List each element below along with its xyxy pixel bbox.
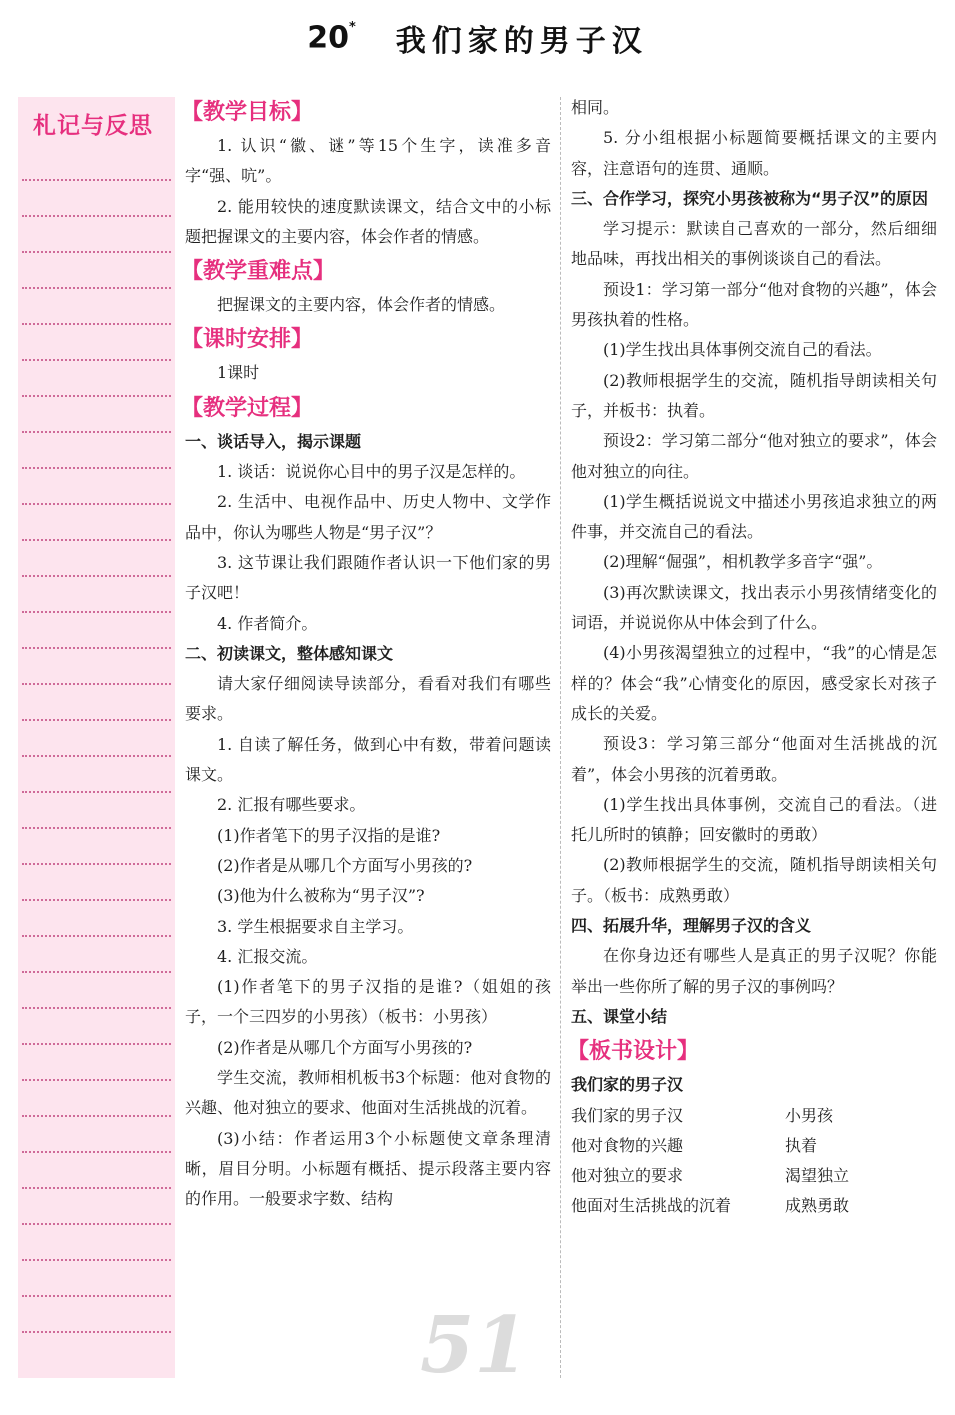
board-row — [571, 1161, 937, 1191]
lesson-title-text: 我们家的男子汉 — [395, 24, 648, 59]
section-heading-goals: 【教学目标】 — [181, 100, 314, 125]
lesson-number: 20 — [307, 20, 349, 56]
step-heading: 二、初读课文，整体感知课文 — [185, 643, 394, 663]
note-line — [22, 827, 171, 829]
paragraph: 预设3：学习第三部分“他面对生活挑战的沉着”，体会小男孩的沉着勇敢。 — [571, 734, 937, 784]
board-right: 小男孩 — [785, 1105, 834, 1125]
section-heading-board: 【板书设计】 — [567, 1039, 700, 1065]
note-line — [22, 863, 171, 865]
paragraph: 相同。 — [571, 98, 620, 117]
note-line — [22, 179, 171, 181]
paragraph: 预设1：学习第一部分“他对食物的兴趣”，体会男孩执着的性格。 — [571, 279, 937, 330]
right-column — [567, 93, 937, 1222]
note-line — [22, 1151, 171, 1153]
note-line — [22, 611, 171, 613]
paragraph: 学生交流，教师相机板书3个标题：他对食物的兴趣、他对独立的要求、他面对生活挑战的沉着。 — [185, 1068, 551, 1118]
paragraph: (2)理解“倔强”，相机教学多音字“强”。 — [603, 552, 883, 572]
note-line — [22, 791, 171, 793]
note-line — [22, 1079, 171, 1081]
step-heading: 三、合作学习，探究小男孩被称为“男子汉”的原因 — [571, 188, 929, 208]
note-line — [22, 251, 171, 253]
board-left: 他对食物的兴趣 — [571, 1135, 684, 1155]
paragraph: 3. 学生根据要求自主学习。 — [217, 916, 414, 936]
paragraph: 3. 这节课让我们跟随作者认识一下他们家的男子汉吧！ — [185, 552, 551, 603]
paragraph: 5. 分小组根据小标题简要概括课文的主要内容，注意语句的连贯、通顺。 — [571, 128, 937, 178]
board-right: 成熟勇敢 — [785, 1196, 850, 1216]
step-heading: 五、课堂小结 — [571, 1006, 668, 1026]
note-line — [22, 1295, 171, 1297]
section-heading-schedule: 【课时安排】 — [181, 327, 314, 353]
paragraph: (1)作者笔下的男子汉指的是谁?（姐姐的孩子，一个三四岁的小男孩）（板书：小男孩） — [185, 977, 551, 1027]
note-line — [22, 935, 171, 937]
note-line — [22, 647, 171, 649]
note-line — [22, 683, 171, 685]
note-line — [22, 1187, 171, 1189]
paragraph: (1)学生找出具体事例，交流自己的看法。（进托儿所时的镇静；回安徽时的勇敢） — [571, 794, 937, 845]
board-left: 他对独立的要求 — [571, 1166, 684, 1186]
note-line — [22, 539, 171, 541]
note-line — [22, 1043, 171, 1045]
note-line — [22, 1007, 171, 1009]
section-heading-key-points: 【教学重难点】 — [181, 259, 336, 285]
section-heading-process: 【教学过程】 — [181, 395, 314, 421]
paragraph: (3)小结：作者运用3个小标题使文章条理清晰，眉目分明。小标题有概括、提示段落主要内容的作用。一般要求字数、结构 — [185, 1128, 551, 1209]
board-row — [571, 1191, 937, 1221]
paragraph: (1)学生找出具体事例交流自己的看法。 — [603, 340, 882, 360]
paragraph: 2. 能用较快的速度默读课文，结合文中的小标题把握课文的主要内容，体会作者的情感。 — [185, 196, 551, 246]
note-line — [22, 323, 171, 325]
note-line — [22, 1259, 171, 1261]
paragraph: 学习提示：默读自己喜欢的一部分，然后细细地品味，再找出相关的事例谈谈自己的看法。 — [571, 219, 937, 269]
note-line — [22, 215, 171, 217]
note-line — [22, 395, 171, 397]
paragraph: (4)小男孩渴望独立的过程中，“我”的心情是怎样的？体会“我”心情变化的原因，感受家长对孩子成长的关爱。 — [571, 643, 937, 723]
paragraph: (2)作者是从哪几个方面写小男孩的? — [217, 1037, 473, 1057]
note-line — [22, 899, 171, 901]
paragraph: (1)学生概括说说文中描述小男孩追求独立的两件事，并交流自己的看法。 — [571, 491, 937, 542]
paragraph: (1)作者笔下的男子汉指的是谁? — [217, 825, 441, 845]
board-row — [571, 1131, 937, 1161]
note-line — [22, 467, 171, 469]
paragraph: 2. 生活中、电视作品中、历史人物中、文学作品中，你认为哪些人物是“男子汉”？ — [185, 492, 551, 542]
note-line — [22, 575, 171, 577]
paragraph: (2)教师根据学生的交流，随机指导朗读相关句子。（板书：成熟勇敢） — [571, 855, 937, 905]
board-title: 我们家的男子汉 — [571, 1075, 684, 1095]
paragraph: (3)他为什么被称为“男子汉”? — [217, 886, 425, 906]
paragraph: 在你身边还有哪些人是真正的男子汉呢？你能举出一些你所了解的男子汉的事例吗？ — [571, 946, 937, 996]
paragraph: 4. 作者简介。 — [217, 613, 318, 633]
lesson-title — [0, 16, 955, 60]
paragraph: 请大家仔细阅读导读部分，看看对我们有哪些要求。 — [185, 674, 551, 724]
paragraph: 4. 汇报交流。 — [217, 946, 318, 966]
note-line — [22, 287, 171, 289]
board-right: 渴望独立 — [785, 1166, 850, 1186]
note-line — [22, 359, 171, 361]
notes-sidebar — [18, 97, 175, 1378]
note-line — [22, 755, 171, 757]
step-heading: 四、拓展升华，理解男子汉的含义 — [571, 916, 812, 936]
note-line — [22, 719, 171, 721]
note-line — [22, 431, 171, 433]
note-line — [22, 503, 171, 505]
note-line — [22, 971, 171, 973]
page-number: 51 — [420, 1300, 529, 1391]
board-left: 我们家的男子汉 — [571, 1105, 684, 1125]
sidebar-title: 札记与反思 — [33, 113, 153, 139]
lesson-star-mark: * — [348, 20, 356, 35]
board-right: 执着 — [785, 1135, 818, 1155]
note-line — [22, 1115, 171, 1117]
board-row — [571, 1101, 937, 1131]
left-column — [181, 93, 551, 1215]
paragraph: 1. 认识“徽、谜”等15个生字，读准多音字“强、吭”。 — [185, 136, 551, 186]
column-divider — [560, 97, 561, 1378]
paragraph: 把握课文的主要内容，体会作者的情感。 — [217, 295, 506, 315]
note-line — [22, 1331, 171, 1333]
step-heading: 一、谈话导入，揭示课题 — [185, 431, 362, 451]
paragraph: 1课时 — [217, 363, 260, 383]
note-line — [22, 1223, 171, 1225]
paragraph: 1. 谈话：说说你心目中的男子汉是怎样的。 — [217, 462, 526, 482]
paragraph: 2. 汇报有哪些要求。 — [217, 795, 366, 815]
board-left: 他面对生活挑战的沉着 — [571, 1196, 732, 1216]
paragraph: (2)作者是从哪几个方面写小男孩的? — [217, 855, 473, 875]
paragraph: 预设2：学习第二部分“他对独立的要求”，体会他对独立的向往。 — [571, 431, 937, 481]
paragraph: (2)教师根据学生的交流，随机指导朗读相关句子，并板书：执着。 — [571, 370, 937, 420]
paragraph: (3)再次默读课文，找出表示小男孩情绪变化的词语，并说说你从中体会到了什么。 — [571, 582, 937, 633]
paragraph: 1. 自读了解任务，做到心中有数，带着问题读课文。 — [185, 734, 551, 785]
